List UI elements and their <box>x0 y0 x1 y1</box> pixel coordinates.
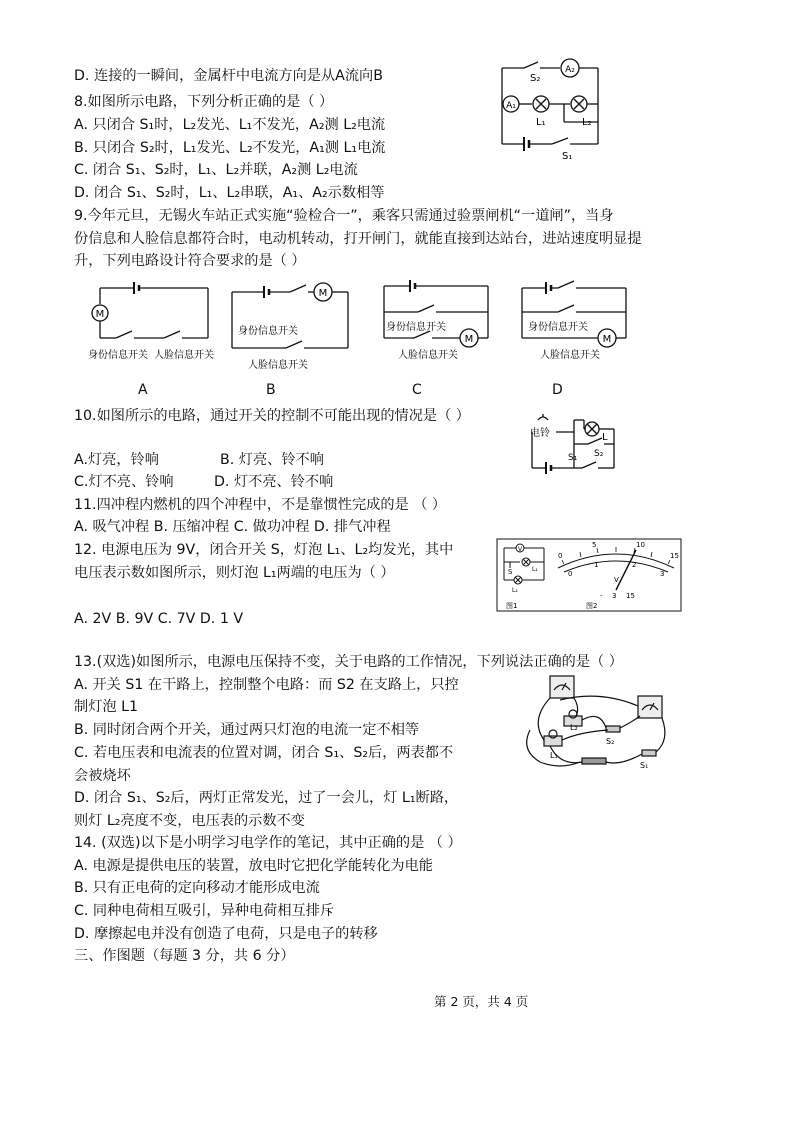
q8-l1-label: L₁ <box>536 117 546 128</box>
q13-option-b: B. 同时闭合两个开关，通过两只灯泡的电流一定不相等 <box>74 722 420 738</box>
q8-option-a: A. 只闭合 S₁时，L₂发光、L₁不发光，A₂测 L₂电流 <box>74 117 386 133</box>
q10-s1-label: S₁ <box>568 453 578 463</box>
q9-b-id-switch-label: 身份信息开关 <box>238 326 298 337</box>
q12-scale-top-15: 15 <box>670 552 679 560</box>
q12-scale-bottom-3: 3 <box>660 570 665 578</box>
q14-option-a: A. 电源是提供电压的装置，放电时它把化学能转化为电能 <box>74 858 433 874</box>
q9-circuit-c <box>378 272 502 368</box>
q13-s1-label: S₁ <box>640 761 649 770</box>
q13-l1-label: L₁ <box>550 751 558 760</box>
q12-caption-2: 图2 <box>586 602 598 610</box>
q10-bell-label: 电铃 <box>530 428 550 439</box>
q8-option-c: C. 闭合 S₁、S₂时，L₁、L₂并联，A₂测 L₂电流 <box>74 162 358 178</box>
q9-circuit-d <box>518 276 636 368</box>
q10-stem: 10.如图所示的电路，通过开关的控制不可能出现的情况是（ ） <box>74 408 470 424</box>
q13-option-d-line1: D. 闭合 S₁、S₂后，两灯正常发光，过了一会儿，灯 L₁断路， <box>74 790 459 806</box>
q8-a1-label: A₁ <box>506 101 516 111</box>
q9-caption-c: C <box>412 382 422 398</box>
q9-a-id-switch-label: 身份信息开关 <box>88 350 148 361</box>
q8-option-d: D. 闭合 S₁、S₂时，L₁、L₂串联，A₁、A₂示数相等 <box>74 185 385 201</box>
q12-unit-label: V <box>614 576 619 584</box>
q12-l1-label: L₁ <box>532 566 538 573</box>
q12-voltmeter-symbol: V <box>517 546 523 553</box>
q9-b-face-switch-label: 人脸信息开关 <box>248 360 308 371</box>
q14-option-d: D. 摩擦起电并没有创造了电荷，只是电子的转移 <box>74 926 378 942</box>
q11-stem: 11.四冲程内燃机的四个冲程中，不是靠惯性完成的是 （ ） <box>74 497 447 513</box>
q12-terminal-minus: - <box>600 592 603 600</box>
q9-circuit-b <box>228 280 358 372</box>
q9-caption-d: D <box>552 382 563 398</box>
q12-scale-bottom-1: 1 <box>594 561 599 569</box>
q13-stem: 13.(双选)如图所示，电源电压保持不变，关于电路的工作情况，下列说法正确的是（ ） <box>74 654 623 670</box>
q8-s2-label: S₂ <box>530 73 541 84</box>
section-3-heading: 三、作图题（每题 3 分，共 6 分） <box>74 948 295 964</box>
q9-stem-line1: 9.今年元旦，无锡火车站正式实施“验检合一”，乘客只需通过验票闸机“一道闸”，当身 <box>74 208 614 224</box>
q13-l2-label: L₂ <box>570 723 578 732</box>
q10-circuit-figure <box>528 412 620 474</box>
q14-option-c: C. 同种电荷相互吸引，异种电荷相互排斥 <box>74 903 335 919</box>
q13-s2-label: S₂ <box>606 737 615 746</box>
q13-option-c-line2: 会被烧坏 <box>74 768 131 784</box>
q12-scale-bottom-2: 2 <box>632 561 637 569</box>
q10-option-c: C.灯不亮、铃响 <box>74 474 174 490</box>
q8-s1-label: S₁ <box>562 151 573 162</box>
page-footer: 第 2 页，共 4 页 <box>434 994 529 1009</box>
q8-l2-label: L₂ <box>582 117 592 128</box>
q7-option-d: D. 连接的一瞬间，金属杆中电流方向是从A流向B <box>74 68 383 84</box>
q9-b-motor-label: M <box>318 288 328 299</box>
q9-d-face-switch-label: 人脸信息开关 <box>540 350 600 361</box>
q8-a2-label: A₂ <box>565 65 575 75</box>
q9-d-id-switch-label: 身份信息开关 <box>528 322 588 333</box>
q12-stem-line1: 12. 电源电压为 9V，闭合开关 S，灯泡 L₁、L₂均发光，其中 <box>74 542 454 558</box>
q11-options: A. 吸气冲程 B. 压缩冲程 C. 做功冲程 D. 排气冲程 <box>74 519 391 535</box>
q9-c-motor-label: M <box>464 334 474 345</box>
q12-l2-label: L₂ <box>512 587 518 594</box>
q12-caption-1: 图1 <box>506 602 518 610</box>
q9-stem-line3: 升，下列电路设计符合要求的是（ ） <box>74 253 306 269</box>
q9-c-face-switch-label: 人脸信息开关 <box>398 350 458 361</box>
q14-stem: 14. (双选)以下是小明学习电学作的笔记，其中正确的是 （ ） <box>74 835 462 851</box>
q9-caption-b: B <box>266 382 276 398</box>
q9-caption-a: A <box>138 382 148 398</box>
q8-circuit-figure <box>494 58 606 162</box>
q12-scale-top-10: 10 <box>636 541 645 549</box>
q13-circuit-figure <box>520 670 680 778</box>
q14-option-b: B. 只有正电荷的定向移动才能形成电流 <box>74 880 320 896</box>
q10-option-d: D. 灯不亮、铃不响 <box>214 474 334 490</box>
q8-option-b: B. 只闭合 S₂时，L₁发光、L₂不发光，A₁测 L₁电流 <box>74 140 386 156</box>
q9-stem-line2: 份信息和人脸信息都符合时，电动机转动，打开闸门，就能直接到达站台，进站速度明显提 <box>74 231 642 247</box>
q9-a-face-switch-label: 人脸信息开关 <box>154 350 214 361</box>
q12-scale-bottom-0: 0 <box>568 570 573 578</box>
q9-circuit-a <box>86 276 216 366</box>
q10-option-a: A.灯亮，铃响 <box>74 452 159 468</box>
q12-scale-top-0: 0 <box>558 552 563 560</box>
q13-option-a-line1: A. 开关 S1 在干路上，控制整个电路：而 S2 在支路上，只控 <box>74 677 459 693</box>
q9-d-motor-label: M <box>602 334 612 345</box>
q9-c-id-switch-label: 身份信息开关 <box>386 322 446 333</box>
q10-s2-label: S₂ <box>594 449 604 459</box>
q12-switch-label: S <box>508 568 513 576</box>
q13-option-c-line1: C. 若电压表和电流表的位置对调，闭合 S₁、S₂后，两表都不 <box>74 745 454 761</box>
q10-option-b: B. 灯亮、铃不响 <box>220 452 324 468</box>
q13-option-d-line2: 则灯 L₂亮度不变，电压表的示数不变 <box>74 813 305 829</box>
q9-a-motor-label: M <box>95 309 105 320</box>
q12-options: A. 2V B. 9V C. 7V D. 1 V <box>74 611 244 627</box>
q12-scale-top-5: 5 <box>592 541 597 549</box>
q13-option-a-line2: 制灯泡 L1 <box>74 699 139 715</box>
q12-terminal-15: 15 <box>626 592 635 600</box>
q12-stem-line2: 电压表示数如图所示，则灯泡 L₁两端的电压为（ ） <box>74 565 395 581</box>
q10-lamp-label: L <box>602 432 608 443</box>
q12-figure <box>496 538 682 614</box>
q8-stem: 8.如图所示电路，下列分析正确的是（ ） <box>74 94 334 110</box>
q12-terminal-3: 3 <box>612 592 617 600</box>
